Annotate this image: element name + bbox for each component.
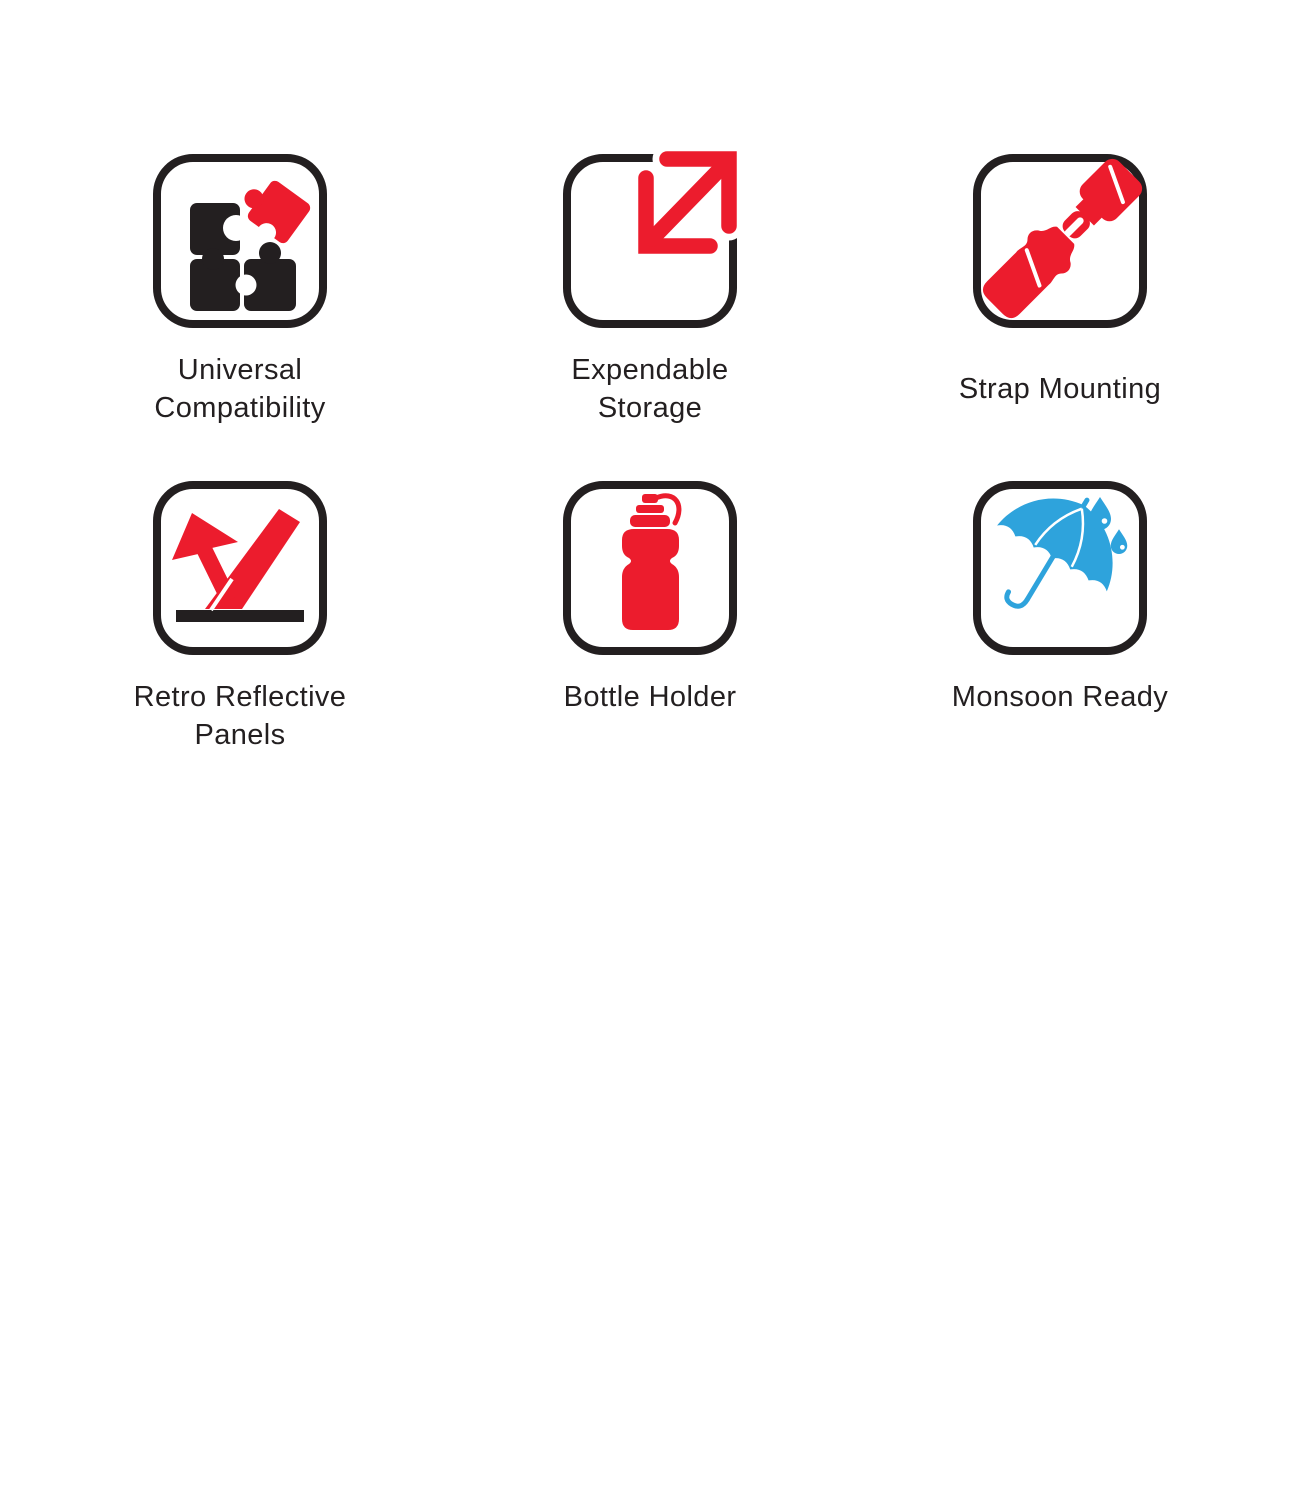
label-line: Compatibility (154, 392, 326, 424)
label-line: Bottle Holder (563, 681, 737, 713)
feature-label (564, 678, 737, 716)
feature-label (952, 678, 1168, 716)
bottle-icon (562, 480, 738, 656)
feature-strap-mounting (855, 153, 1265, 480)
feature-retro-reflective (35, 480, 445, 807)
label-line: Strap Mounting (958, 373, 1162, 405)
feature-label (571, 351, 728, 427)
label-line: Storage (597, 392, 703, 424)
feature-label (134, 678, 347, 754)
reflective-check-icon (152, 480, 328, 656)
feature-monsoon-ready (855, 480, 1265, 807)
feature-label (154, 351, 325, 427)
expand-arrows-icon (562, 153, 738, 329)
umbrella-icon (972, 480, 1148, 656)
strap-buckle-icon (972, 153, 1148, 329)
label-line: Universal (177, 354, 303, 386)
feature-label (959, 351, 1161, 408)
puzzle-icon (152, 153, 328, 329)
label-line: Expendable (571, 354, 729, 386)
feature-bottle-holder (445, 480, 855, 807)
label-line: Panels (194, 719, 286, 751)
feature-expendable-storage (445, 153, 855, 480)
label-line: Monsoon Ready (951, 681, 1169, 713)
label-line: Retro Reflective (133, 681, 347, 713)
feature-grid (35, 153, 1265, 807)
feature-universal-compatibility (35, 153, 445, 480)
